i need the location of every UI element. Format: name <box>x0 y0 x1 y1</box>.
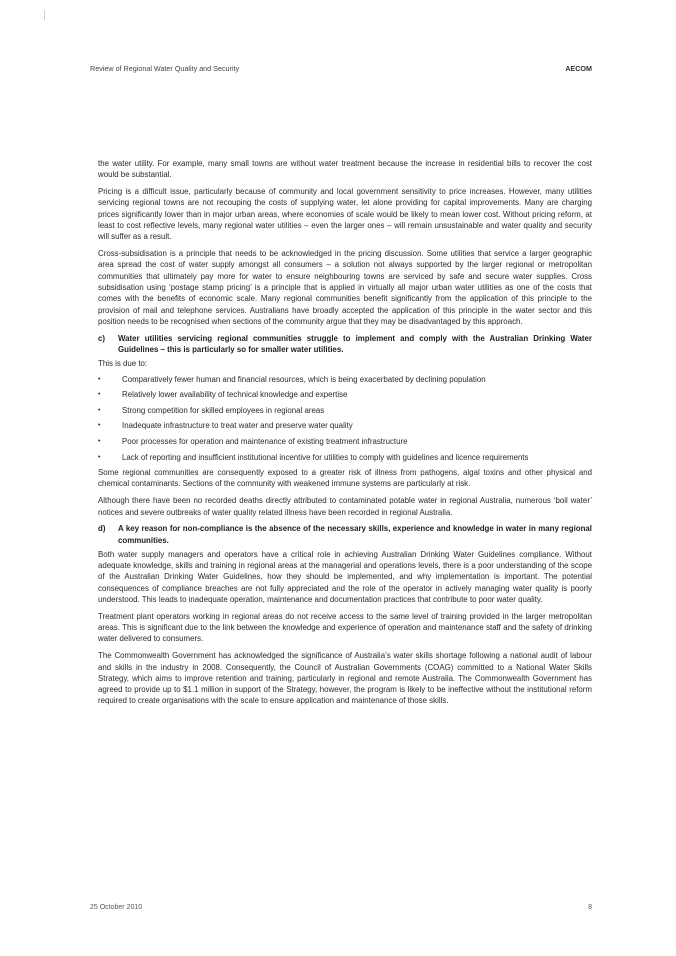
main-content <box>98 158 592 712</box>
list-item <box>98 389 592 400</box>
section-heading-text: A key reason for non-compliance is the absence of the necessary skills, experience and knowledge in water in many regional communities. <box>118 524 592 545</box>
list-item-text: Comparatively fewer human and financial resources, which is being exacerbated by declining population <box>122 374 486 384</box>
list-item <box>98 420 592 431</box>
list-item-text: Lack of reporting and insufficient institutional incentive for utilities to comply with guidelines and licence requirements <box>122 452 529 462</box>
list-item-text: Strong competition for skilled employees in regional areas <box>122 405 325 415</box>
section-heading-d <box>98 523 592 546</box>
document-title: Review of Regional Water Quality and Security <box>90 64 240 73</box>
section-letter: c) <box>98 333 106 343</box>
bullet-icon: • <box>98 391 101 399</box>
list-item-text: Relatively lower availability of technical knowledge and expertise <box>122 390 348 400</box>
page-header <box>90 64 592 78</box>
paragraph: The Commonwealth Government has acknowledged the significance of Australia’s water skills shortage following a national audit of labour and skills in the industry in 2008. Consequently, the Council of Australian Governments (COAG) committed to a National Water Skills Strategy, which aims to improve retention and training, particularly in regional and remote Australia. The Commonwealth Government has agreed to provide up to $1.1 million in support of the Strategy, however, the program is likely to be ineffective without the institutional reform required to create organisations with the scale to ensure application and maintenance of those skills. <box>98 651 592 706</box>
paragraph: Treatment plant operators working in regional areas do not receive access to the same level of training provided in the larger metropolitan areas. This is significant due to the link between the knowledge and experience of operation and maintenance staff and the safety of drinking water delivered to consumers. <box>98 611 592 644</box>
paragraph: Cross-subsidisation is a principle that needs to be acknowledged in the pricing discussion. Some utilities that service a larger geographic area spread the cost of water supply amongst all consumers – a solution not always supported by the larger regional or metropolitan communities that ultimately pay more for water to ensure neighbouring towns are serviced by safe and secure water supplies. Cross subsidisation using ‘postage stamp pricing’ is a principle that is applied in virtually all major urban water utilities as one of the costs that comes with the benefits of economic scale. Many regional communities benefit significantly from the application of this principle to the provision of mail and telephone services. Australians have broadly accepted the application of this principle in the water sector and this position needs to be recognised when sections of the community argue that they may be disadvantaged by this approach. <box>98 249 592 326</box>
footer-date: 25 October 2010 <box>90 904 143 911</box>
list-item <box>98 436 592 447</box>
bullet-icon: • <box>98 375 101 383</box>
list-item-text: Inadequate infrastructure to treat water and preserve water quality <box>122 421 353 431</box>
paragraph: Both water supply managers and operators have a critical role in achieving Australian Drinking Water Guidelines compliance. Without adequate knowledge, skills and training in regional areas at the managerial and operations levels, there is a poor understanding of the scope of the Australian Drinking Water Guidelines, how they should be implemented, and why implementation is important. The potential consequences of compliance breaches are not fully appreciated and the role of the operator in actively managing water quality is poorly understood. This leads to inadequate operation, maintenance and documentation practices that contribute to poor water quality. <box>98 549 592 605</box>
section-letter: d) <box>98 524 106 534</box>
section-heading-c <box>98 333 592 356</box>
paragraph: Although there have been no recorded deaths directly attributed to contaminated potable water in regional Australia, numerous ‘boil water’ notices and severe outbreaks of water quality related illness have been recorded in regional Australia. <box>98 496 592 517</box>
bullet-icon: • <box>98 406 101 414</box>
paragraph: Some regional communities are consequently exposed to a greater risk of illness from pathogens, algal toxins and other physical and chemical contaminants. Sections of the community with weakened immune systems are particularly at risk. <box>98 468 592 489</box>
paragraph: This is due to: <box>98 359 148 369</box>
page-number: 8 <box>588 904 592 911</box>
paragraph: Pricing is a difficult issue, particularly because of community and local government sensitivity to price increases. However, many utilities servicing regional towns are not recouping the costs of supplying water, let alone providing for capital improvements. Many are charging prices significantly lower than in major urban areas, where economies of scale would be likely to mean lower cost. Without pricing reform, at least to cost reflective levels, many regional water utilities – even the larger ones – will remain unsustainable and water quality and security will suffer as a result. <box>98 187 592 242</box>
scan-mark <box>44 10 45 20</box>
list-item <box>98 405 592 416</box>
paragraph: the water utility. For example, many small towns are without water treatment because the increase in residential bills to recover the cost would be substantial. <box>98 159 592 180</box>
bullet-icon: • <box>98 453 101 461</box>
bullet-icon: • <box>98 422 101 430</box>
list-item <box>98 452 592 463</box>
list-item <box>98 374 592 385</box>
brand-logo-text: AECOM <box>565 64 592 73</box>
bullet-icon: • <box>98 437 101 445</box>
section-heading-text: Water utilities servicing regional communities struggle to implement and comply with the Australian Drinking Water Guidelines – this is particularly so for smaller water utilities. <box>118 333 592 354</box>
bullet-list <box>98 374 592 463</box>
list-item-text: Poor processes for operation and maintenance of existing treatment infrastructure <box>122 436 408 446</box>
